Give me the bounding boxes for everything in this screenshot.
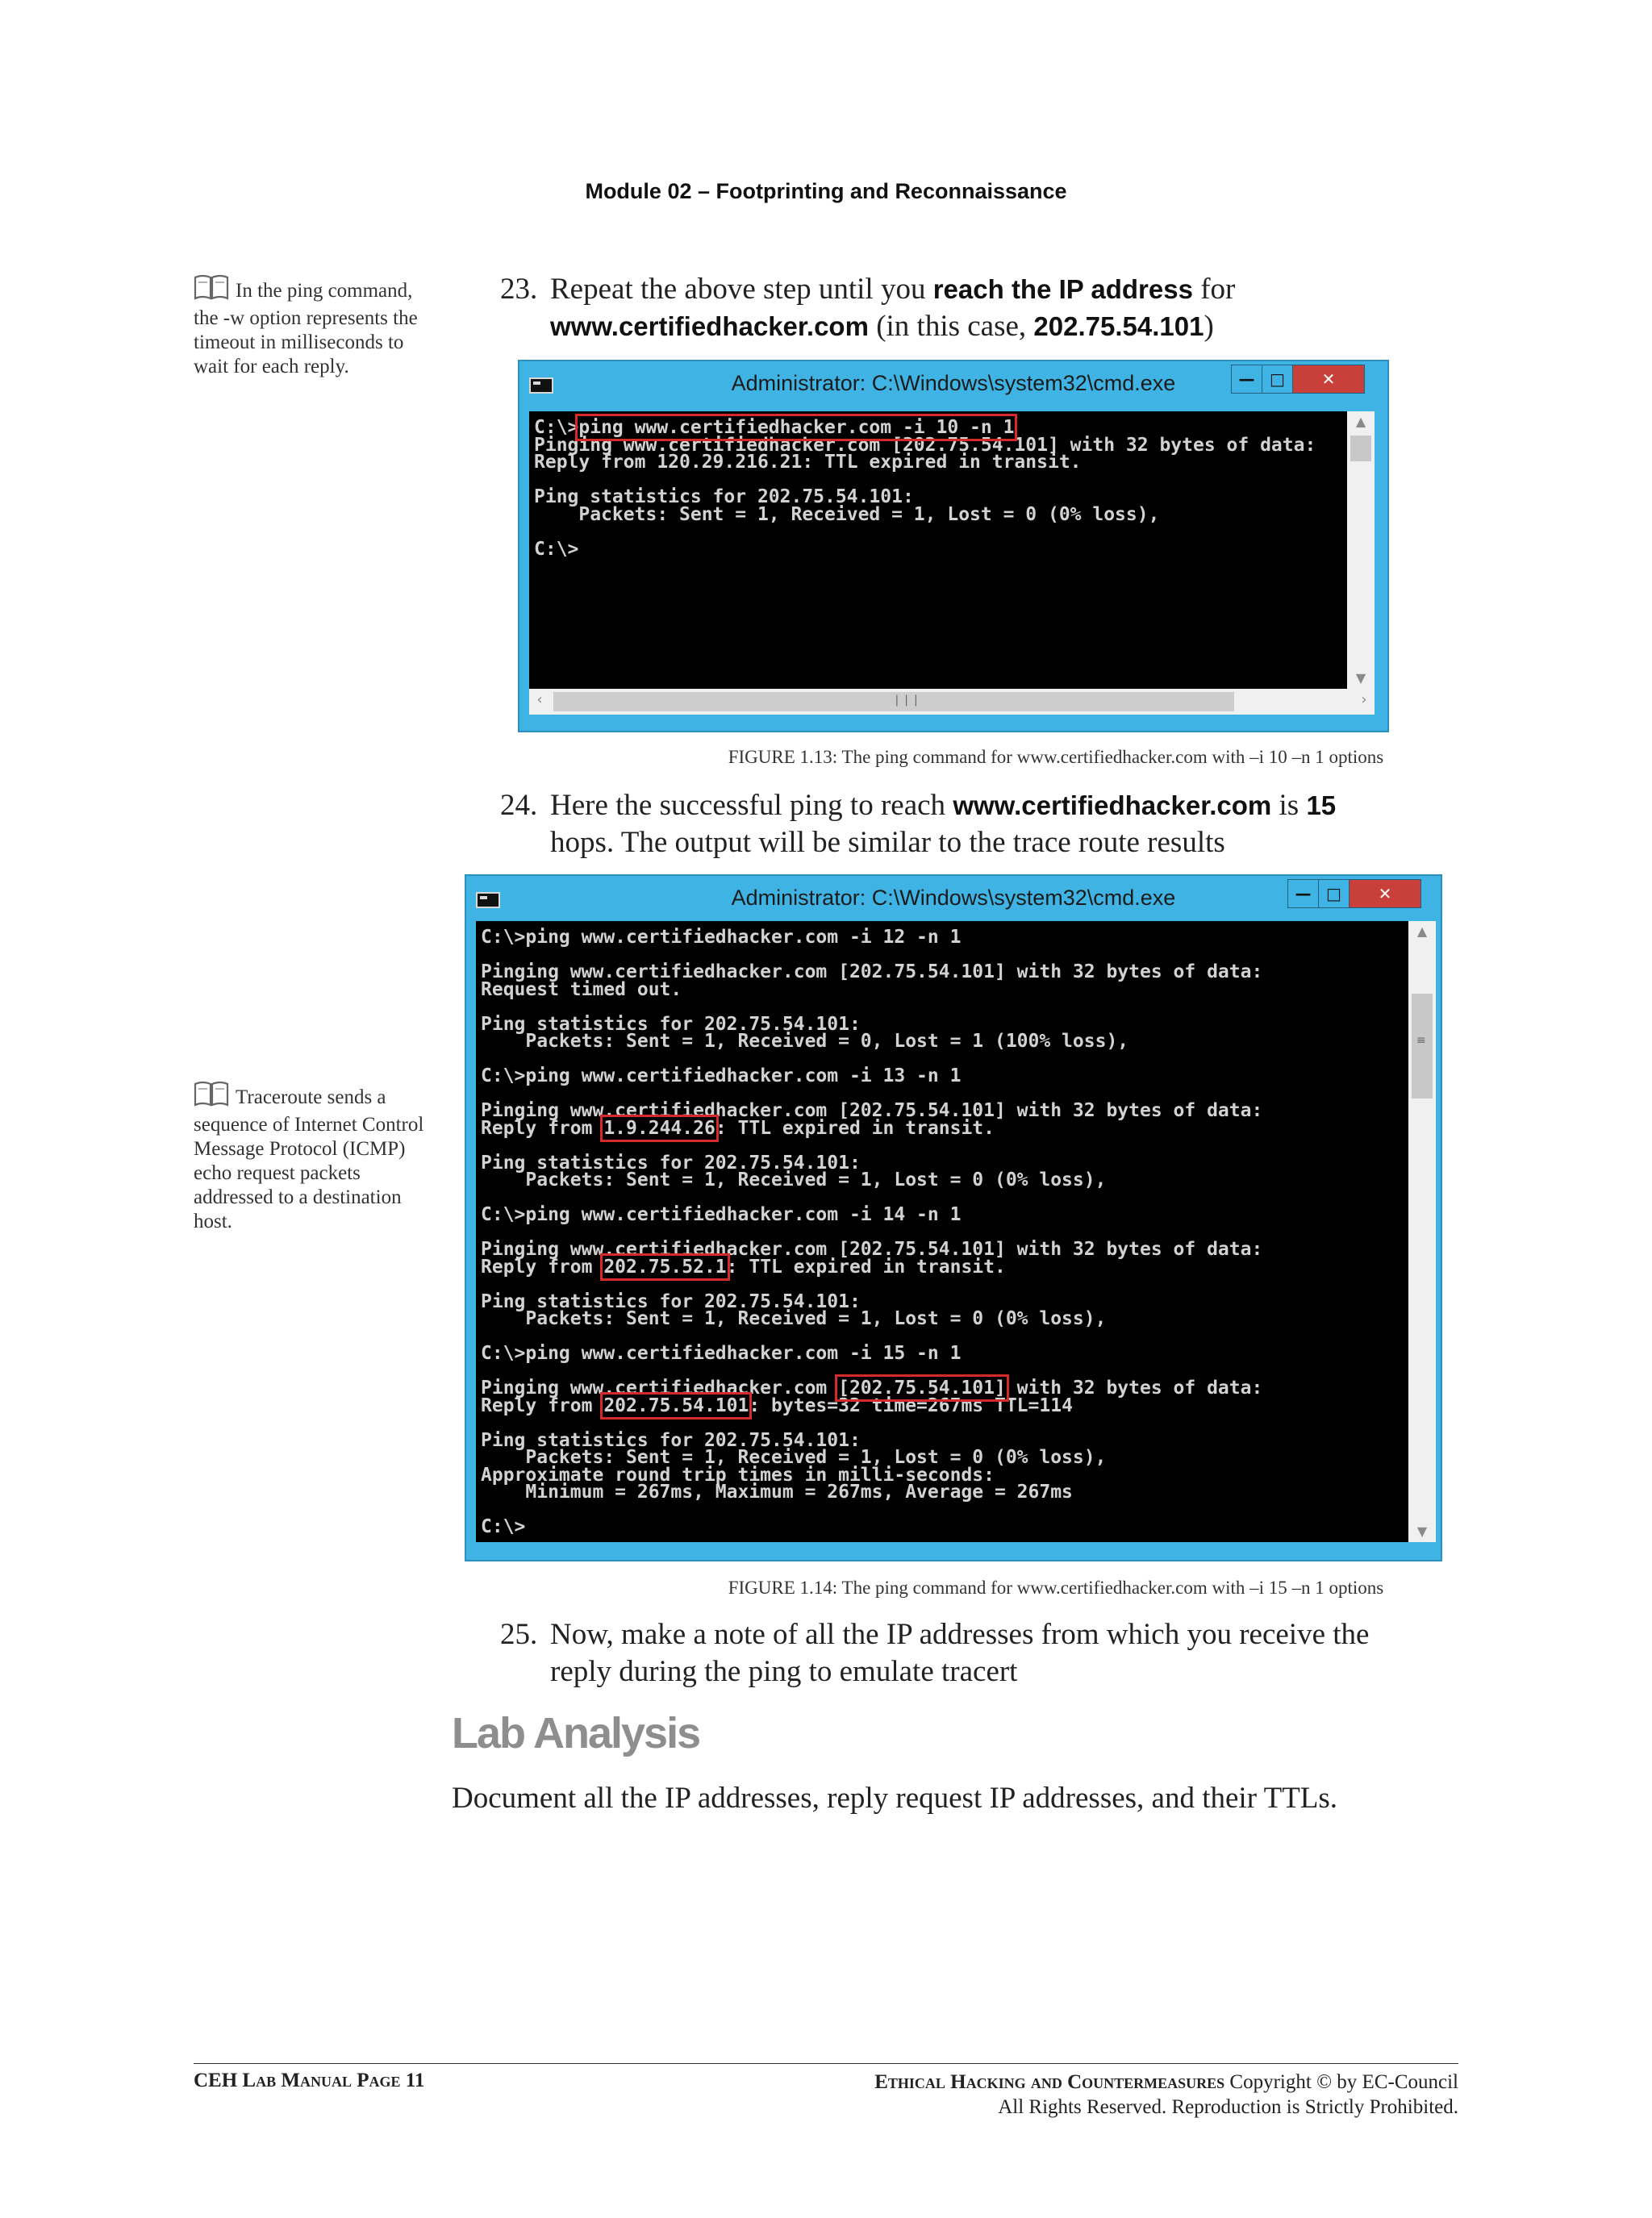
highlighted-reply-ip: 202.75.54.101 (603, 1395, 749, 1416)
scroll-down-icon[interactable]: ▼ (1355, 670, 1366, 686)
minimize-button[interactable]: — (1232, 365, 1262, 393)
maximize-button[interactable]: □ (1262, 365, 1293, 393)
scroll-left-icon[interactable]: ‹ (536, 691, 543, 708)
cmd-window-figure-13[interactable] (518, 360, 1389, 732)
window-controls (1287, 879, 1421, 908)
console-output[interactable]: C:\>ping www.certifiedhacker.com -i 12 -n 1 Pinging www.certifiedhacker.com [202.75.54.101] with 32 bytes of data: Request timed out. Ping statistics for 202.75.54.101: Packets: Sent = 1, Received = 0, Lost = 1 (100% loss), C:\>ping www.certifiedhacker.com -i 13 -n 1 Pinging www.certifiedhacker.com [202.75.54.101] with 32 bytes of data: Reply from 1.9.244.26: TTL expired in transit. Ping statistics for 202.75.54.101: Packets: Sent = 1, Received = 1, Lost = 0 (0% loss), C:\>ping www.certifiedhacker.com -i 14 -n 1 Pinging www.certifiedhacker.com [202.75.54.101] with 32 bytes of data: Reply from 202.75.52.1: TTL expired in transit. Ping statistics for 202.75.54.101: Packets: Sent = 1, Received = 1, Lost = 0 (0% loss), C:\>ping www.certifiedhacker.com -i 15 -n 1 Pinging www.certifiedhacker.com [202.75.54.101] with 32 bytes of data: Reply from 202.75.54.101: bytes=32 time=267ms TTL=114 Ping statistics for 202.75.54.101: Packets: Sent = 1, Received = 1, Lost = 0 (0% loss), Approximate round trip times in milli-seconds: Minimum = 267ms, Maximum = 267ms, Average = 267ms C:\> (476, 921, 1408, 1542)
figure-caption: FIGURE 1.13: The ping command for www.certifiedhacker.com with –i 10 –n 1 options (728, 747, 1384, 767)
side-note-ping-timeout (194, 274, 436, 379)
highlighted-target-ip: [202.75.54.101] (838, 1378, 1006, 1399)
footer-divider (194, 2063, 1458, 2064)
window-titlebar[interactable] (519, 361, 1387, 408)
side-note-traceroute (194, 1081, 436, 1234)
highlighted-hop-ip: 202.75.52.1 (603, 1256, 727, 1278)
minimize-button[interactable]: — (1288, 880, 1319, 907)
scroll-down-icon[interactable]: ▼ (1416, 1524, 1428, 1539)
analysis-text: Document all the IP addresses, reply request IP addresses, and their TTLs. (452, 1782, 1338, 1815)
highlighted-command: ping www.certifiedhacker.com -i 10 -n 1 (578, 417, 1015, 438)
scroll-up-icon[interactable]: ▲ (1416, 923, 1428, 939)
grip-icon: ❘❘❘ (892, 694, 921, 707)
step-number: 23. (500, 273, 538, 306)
grip-icon: ≡ (1416, 1034, 1426, 1047)
scroll-right-icon[interactable]: › (1361, 691, 1367, 708)
book-icon (194, 274, 229, 306)
window-titlebar[interactable] (466, 876, 1441, 923)
footer-copyright: Ethical Hacking and Countermeasures Copyright © by EC-Council All Rights Reserved. Reproduction is Strictly Prohibited. (874, 2071, 1458, 2118)
module-header: Module 02 – Footprinting and Reconnaissance (585, 179, 1067, 203)
step-text: Now, make a note of all the IP addresses from which you receive the reply during the ping to emulate tracert (550, 1618, 1370, 1688)
step-23 (500, 271, 1436, 345)
close-button[interactable]: ✕ (1293, 365, 1364, 393)
side-note-text: In the ping command, the -w option represents the timeout in milliseconds to wait for each reply. (194, 280, 418, 377)
step-text: Here the successful ping to reach www.certifiedhacker.com is 15 hops. The output will be similar to the trace route results (550, 789, 1337, 859)
scroll-up-icon[interactable]: ▲ (1355, 414, 1366, 429)
figure-caption: FIGURE 1.14: The ping command for www.certifiedhacker.com with –i 15 –n 1 options (728, 1578, 1384, 1598)
window-title: Administrator: C:\Windows\system32\cmd.exe (731, 371, 1176, 395)
scroll-thumb[interactable] (1350, 436, 1371, 461)
vertical-scrollbar[interactable] (1347, 411, 1375, 689)
horizontal-scrollbar[interactable] (529, 689, 1375, 715)
window-title: Administrator: C:\Windows\system32\cmd.exe (731, 886, 1176, 910)
console-output[interactable]: C:\>ping www.certifiedhacker.com -i 10 -n 1 Pinging www.certifiedhacker.com [202.75.54.101] with 32 bytes of data: Reply from 120.29.216.21: TTL expired in transit. Ping statistics for 202.75.54.101: Packets: Sent = 1, Received = 1, Lost = 0 (0% loss), C:\> (529, 411, 1347, 689)
close-button[interactable]: ✕ (1350, 880, 1420, 907)
maximize-button[interactable]: □ (1319, 880, 1350, 907)
side-note-text: Traceroute sends a sequence of Internet Control Message Protocol (ICMP) echo request packets addressed to a destination host. (194, 1086, 424, 1232)
vertical-scrollbar[interactable] (1408, 921, 1436, 1542)
cmd-window-figure-14[interactable] (465, 874, 1442, 1561)
section-heading: Lab Analysis (452, 1709, 700, 1757)
step-24 (500, 787, 1436, 861)
step-number: 24. (500, 789, 538, 822)
step-text: Repeat the above step until you reach the IP address for www.certifiedhacker.com (in this case, 202.75.54.101) (550, 273, 1236, 343)
highlighted-hop-ip: 1.9.244.26 (603, 1117, 715, 1139)
step-25 (500, 1616, 1436, 1691)
footer-page-label: CEH Lab Manual Page 11 (194, 2070, 425, 2091)
window-controls (1231, 365, 1365, 394)
book-icon (194, 1081, 229, 1113)
step-number: 25. (500, 1618, 538, 1651)
